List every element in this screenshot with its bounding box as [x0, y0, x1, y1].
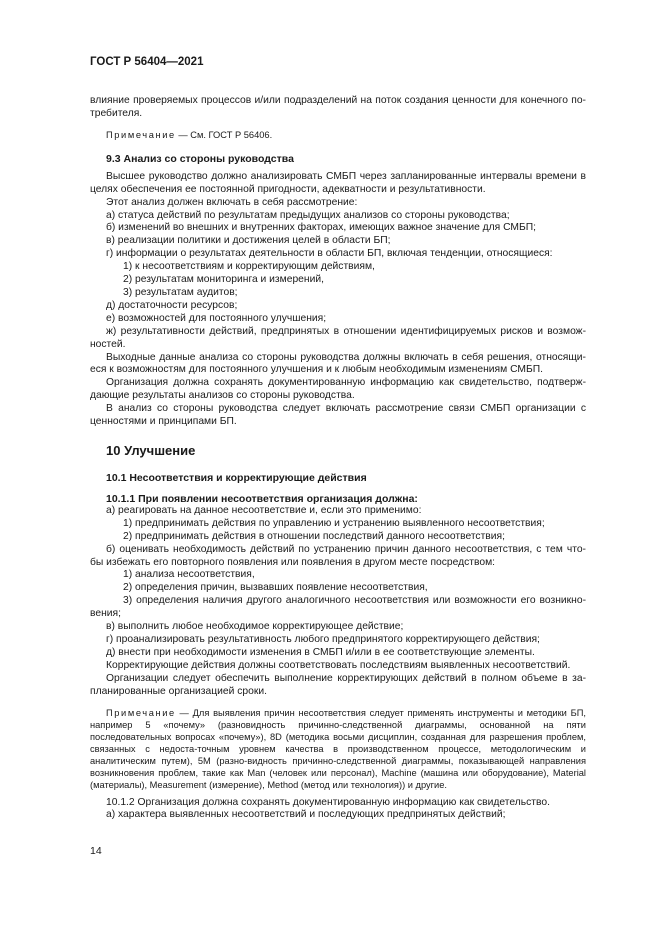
note-label: Примечание: [106, 707, 176, 718]
section-9-3-title: 9.3 Анализ со стороны руководства: [106, 152, 294, 165]
sub-list-item: 1) к несоответствиям и корректирующим действиям,: [123, 261, 375, 273]
list-item: а) характера выявленных несоответствий и последующих предпринятых действий;: [106, 809, 506, 821]
paragraph: В анализ со стороны руководства следует включать рассмотрение связи СМБП организации с ценностями и принципами БП.: [90, 403, 586, 428]
sub-list-item: 3) результатам аудитов;: [123, 286, 238, 298]
paragraph: Этот анализ должен включать в себя рассмотрение:: [106, 196, 358, 208]
list-item: а) статуса действий по результатам предыдущих анализов со стороны руководства;: [106, 209, 510, 221]
list-item: а) реагировать на данное несоответствие и, если это применимо:: [106, 504, 422, 516]
list-item: ж) результативности действий, предпринятых в отношении идентифицируемых рисков и возмож-ностей.: [90, 325, 586, 350]
paragraph: Организации следует обеспечить выполнение корректирующих действий в полном объеме в за-планированные организацией сроки.: [90, 672, 586, 697]
sub-list-item: 2) результатам мониторинга и измерений,: [123, 274, 324, 286]
sub-list-item: 2) предпринимать действия в отношении последствий данного несоответствия;: [123, 530, 505, 542]
note-intro: [90, 129, 586, 141]
list-item: б) изменений во внешних и внутренних факторах, имеющих важное значение для СМБП;: [106, 222, 537, 234]
paragraph: Выходные данные анализа со стороны руководства должны включать в себя решения, относящи-еся к возможностям для постоянного улучшения и к любым необходимым изменениям СМБП.: [90, 351, 586, 376]
sub-list-item-wrap: 3) определения наличия другого аналогичного несоответствия или возможности его возникно-вения;: [90, 595, 586, 620]
list-item: д) внести при необходимости изменения в СМБП и/или в ее соответствующие элементы.: [106, 646, 535, 658]
sub-list-item: 1) анализа несоответствия,: [123, 569, 255, 581]
paragraph: Корректирующие действия должны соответствовать последствиям выявленных несоответствий.: [106, 659, 571, 671]
note-text: — См. ГОСТ Р 56406.: [175, 129, 273, 140]
list-item: г) информации о результатах деятельности в области БП, включая тенденции, относящиеся:: [106, 248, 553, 260]
page-number: 14: [90, 845, 102, 857]
note-10-1-1: [90, 707, 586, 791]
page-body: [90, 95, 586, 822]
section-10-1-title: 10.1 Несоответствия и корректирующие действия: [106, 471, 367, 484]
list-item: г) проанализировать результативность любого предпринятого корректирующего действия;: [106, 634, 540, 645]
paragraph: Организация должна сохранять документированную информацию как свидетельство, подтверж-дающие результаты анализов со стороны руководства.: [90, 377, 586, 402]
continuation-line-2: требителя.: [90, 107, 143, 119]
section-10-1-1-title: 10.1.1 При появлении несоответствия организация должна:: [106, 492, 418, 505]
paragraph: 10.1.2 Организация должна сохранять документированную информацию как свидетельство.: [106, 796, 550, 808]
note-text: — Для выявления причин несоответствия следует применять инструменты и методики БП, например 5 «почему» (разновидность причинно-следственной диаграммы, основанной на пяти последовательных вопросах «почему»), 8D (методика восьми дисциплин, созданная для разрешения проблем, связанных с недоста-точным уровнем качества в производственном процессе, методологическим и аналитическим путем), 5M (разно-видность причинно-следственной диаграммы, показывающей направления возникновения проблем, такие как Man (человек или персонал), Machine (машина или оборудование), Material (материалы), Measurement (измерение), Method (метод или технология)) и другие.: [90, 707, 586, 790]
paragraph: Высшее руководство должно анализировать СМБП через запланированные интервалы времени в целях обеспечения ее постоянной пригодности, адекватности и результативности.: [90, 170, 586, 195]
continuation-line: влияние проверяемых процессов и/или подразделений на поток создания ценности для конечного по-: [90, 95, 586, 106]
sub-list-item: 1) предпринимать действия по управлению и устранению выявленного несоответствия;: [123, 517, 545, 529]
sub-list-item: 2) определения причин, вызвавших появление несоответствия,: [123, 582, 428, 594]
note-label: Примечание: [106, 129, 176, 140]
section-10-title: 10 Улучшение: [106, 442, 196, 458]
list-item: е) возможностей для постоянного улучшения;: [106, 312, 327, 324]
list-item: б) оценивать необходимость действий по устранению причин данного несоответствия, с тем что-бы избежать его повторного появления или появления в другом месте посредством:: [90, 543, 586, 568]
document-code: ГОСТ Р 56404—2021: [90, 56, 204, 68]
list-item: д) достаточности ресурсов;: [106, 299, 238, 311]
list-item: в) реализации политики и достижения целей в области БП;: [106, 235, 391, 247]
list-item: в) выполнить любое необходимое корректирующее действие;: [106, 621, 404, 633]
